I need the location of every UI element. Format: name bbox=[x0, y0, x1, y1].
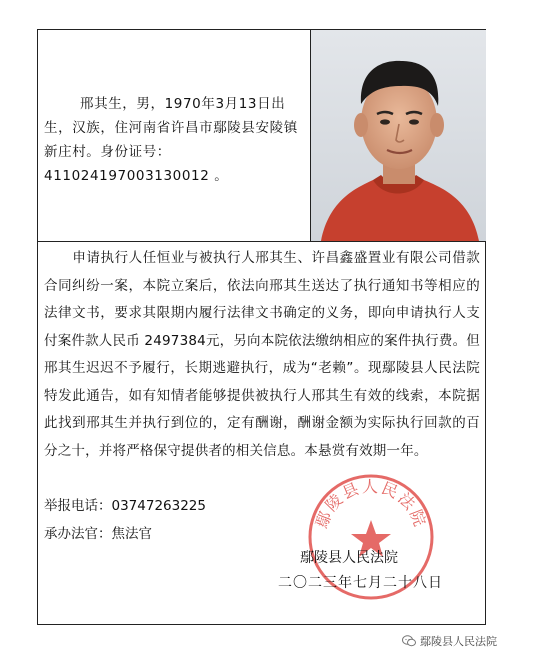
wechat-icon bbox=[402, 635, 416, 647]
identity-row bbox=[38, 30, 485, 242]
portrait-image bbox=[311, 30, 486, 241]
issue-date: 二〇二三年七月二十八日 bbox=[278, 575, 443, 591]
responsible-judge: 承办法官：焦法官 bbox=[44, 526, 152, 542]
notice-body: 申请执行人任恒业与被执行人邢其生、许昌鑫盛置业有限公司借款合同纠纷一案，本院立案后，依法向邢其生送达了执行通知书等相应的法律文书，要求其限期内履行法律文书确定的义务，即向申请执行人支付案件款人民币 2497384元，另向本院依法缴纳相应的案件执行费。但邢其生迟迟不予履行，长期逃避执行，成为“老赖”。现鄢陵县人民法院特发此通告，如有知情者能够提供被执行人邢其生有效的线索，本院据此找到邢其生并执行到位的，定有酬谢，酬谢金额为实际执行回款的百分之十，并将严格保守提供者的相关信息。本悬赏有效期一年。 bbox=[44, 250, 480, 459]
identity-text: 邢其生，男，1970年3月13日出生，汉族，住河南省许昌市鄢陵县安陵镇新庄村。身份证号：411024197003130012 。 bbox=[44, 96, 298, 184]
seal-text: 鄢陵县人民法院 bbox=[311, 477, 431, 531]
court-name: 鄢陵县人民法院 bbox=[300, 550, 398, 566]
watermark-label: 鄢陵县人民法院 bbox=[420, 635, 497, 648]
notice-frame bbox=[37, 29, 486, 625]
suspect-photo bbox=[310, 30, 486, 241]
contact-block bbox=[44, 492, 206, 548]
watermark bbox=[402, 630, 497, 652]
report-hotline: 举报电话：03747263225 bbox=[44, 498, 206, 514]
